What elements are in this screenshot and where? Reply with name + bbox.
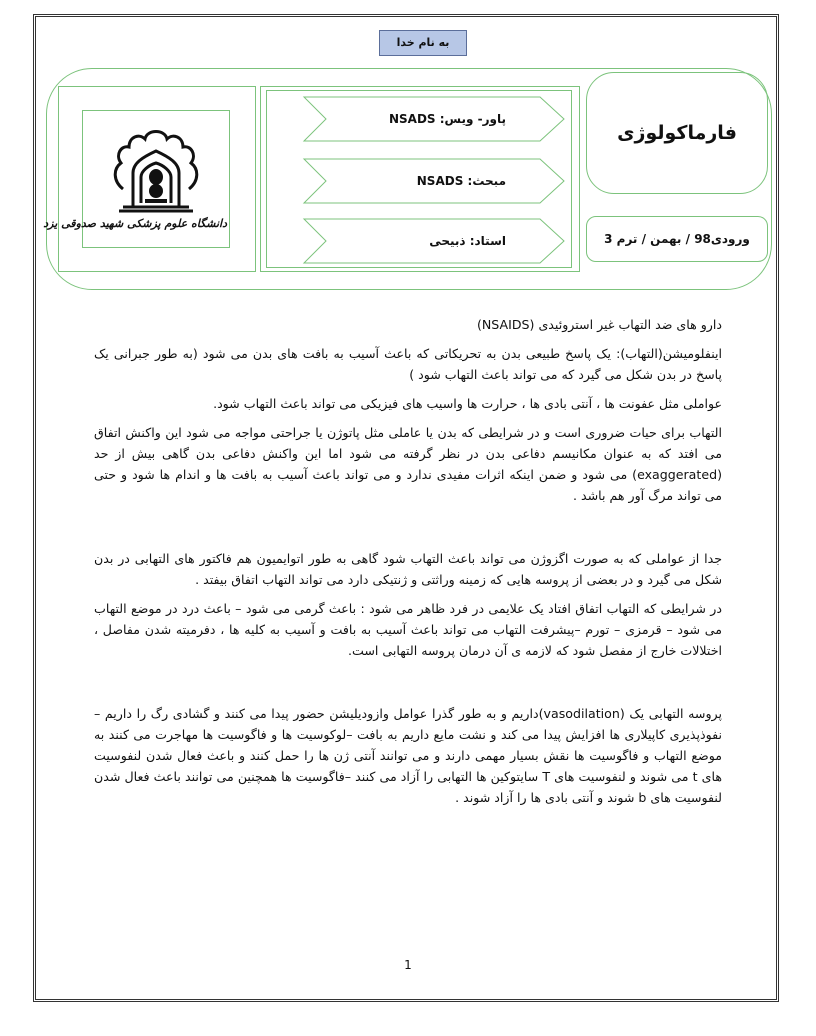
term-info: ورودی98 / بهمن / ترم 3: [586, 216, 768, 262]
paragraph: التهاب برای حیات ضروری است و در شرایطی که بدن یا عاملی مثل پاتوژن یا جراحتی مواجه می شود این واکنش اتفاق می افتد که به عنوان مکانیسم دفاعی بدن در نظر گرفته می شود اما این واکنش دفاعی بدن گاهی بیش از حد (exaggerated) می شود و ضمن اینکه اثرات مفیدی ندارد و می تواند باعث آسیب به بافت ها و اندام ها شود و حتی می تواند مرگ آور هم باشد .: [94, 425, 722, 503]
topic-label: مبحث: NSADS: [416, 174, 506, 188]
instructor-label: استاد: ذبیحی: [429, 234, 506, 248]
paragraph-heading: دارو های ضد التهاب غیر استروئیدی (NSAIDS): [476, 317, 722, 332]
spacer: [94, 669, 722, 703]
logo-frame: [43, 110, 230, 248]
spacer: [94, 514, 722, 548]
paragraph: اینفلومیشن(التهاب): یک پاسخ طبیعی بدن به تحریکاتی که باعث آسیب به بافت های بدن می شود (به طور جبرانی یک پاسخ در بدن شکل می گیرد که می تواند باعث التهاب شود ): [94, 346, 722, 382]
powervoice-label: پاور- ویس: NSADS: [388, 112, 506, 126]
course-title: فارماکولوژی: [586, 72, 768, 194]
paragraph: پروسه التهابی یک (vasodilation)داریم و به طور گذرا عوامل وازودیلیشن حضور پیدا می کنند و گشادی رگ را داریم – نفوذپذیری کاپیلاری ها افزایش پیدا می کند و نشت مایع داریم به بافت –لوکوسیت ها و فاگوسیت ها مهاجرت می کنند به موضع التهاب و فاگوسیت ها نقش بسیار مهمی دارند و می توانند آنتی ژن ها را حمل کنند و باعث فعال شدن لنفوسیت های t می شوند و لنفوسیت های T سایتوکین ها التهابی را آزاد می کنند –فاگوسیت ها همچنین می توانند باعث فعال شدن لنفوسیت های b شوند و آنتی بادی ها را آزاد شوند .: [94, 706, 722, 805]
paragraph: عواملی مثل عفونت ها ، آنتی بادی ها ، حرارت ها واسیب های فیزیکی می تواند باعث التهاب شود.: [213, 396, 722, 411]
page-number: 1: [404, 958, 412, 972]
paragraph: جدا از عواملی که به صورت اگزوژن می تواند باعث التهاب شود گاهی به طور اتوایمیون هم فاکتور های التهابی در بدن شکل می گیرد و در بعضی از پروسه هایی که زمینه وراثتی و ژنتیکی دارد می تواند التهاب اتفاق بیفتد .: [94, 551, 722, 587]
paragraph: در شرایطی که التهاب اتفاق افتاد یک علایمی در فرد ظاهر می شود : باعث گرمی می شود – باعث درد در موضع التهاب می شود – قرمزی – تورم –پیشرفت التهاب می تواند باعث آسیب به بافت و آسیب به کلیه ها ، دفرمیته شدن مفاصل ، اختلالات خارج از مفصل شود که لازمه ی آن درمان پروسه التهابی است.: [94, 601, 722, 658]
bismillah-label: به نام خدا: [379, 30, 467, 56]
logo-caption: دانشگاه علوم پزشکی شهید صدوقی یزد: [43, 217, 227, 230]
document-body: [94, 314, 722, 816]
